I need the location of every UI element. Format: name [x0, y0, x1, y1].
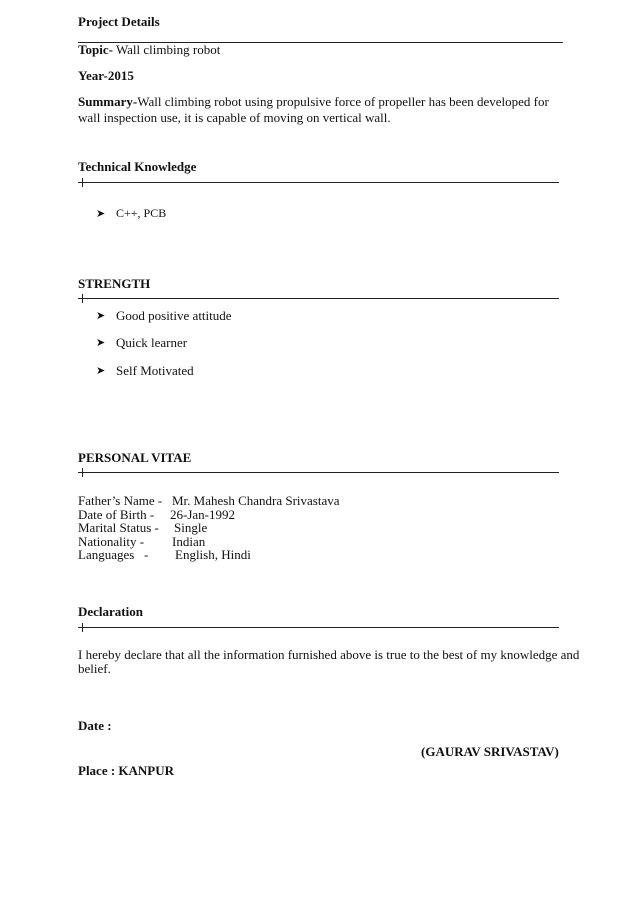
summary-text-1: Wall climbing robot using propulsive force of propeller has been developed for [137, 94, 549, 109]
arrow-bullet-icon: ➤ [96, 337, 106, 349]
arrow-bullet-icon: ➤ [96, 365, 106, 377]
languages-label: Languages - [78, 547, 149, 562]
divider-personal [78, 472, 559, 473]
topic-label: Topic- [78, 42, 113, 57]
father-name-value: Mr. Mahesh Chandra Srivastava [172, 493, 340, 508]
nationality-label: Nationality - [78, 534, 145, 549]
arrow-bullet-icon: ➤ [96, 208, 106, 220]
strength-item-1: Quick learner [116, 335, 188, 350]
marital-status-value: Single [174, 520, 208, 535]
project-year: Year-2015 [78, 68, 134, 83]
topic-line [78, 42, 220, 58]
divider-strength [78, 298, 559, 299]
nationality-value: Indian [172, 534, 206, 549]
declaration-line-1: I hereby declare that all the information furnished above is true to the best of my knowledge and [78, 647, 580, 662]
strength-heading: STRENGTH [78, 276, 151, 291]
personal-heading: PERSONAL VITAE [78, 450, 192, 465]
dob-value: 26-Jan-1992 [170, 507, 235, 522]
summary-line-1 [78, 94, 549, 110]
father-name-label: Father’s Name - [78, 493, 163, 508]
technical-item-0: C++, PCB [116, 206, 167, 220]
summary-line-2: wall inspection use, it is capable of moving on vertical wall. [78, 110, 391, 125]
technical-heading: Technical Knowledge [78, 159, 197, 174]
dob-label: Date of Birth - [78, 507, 155, 522]
marital-status-label: Marital Status - [78, 520, 159, 535]
divider-marker [82, 623, 83, 632]
summary-label: Summary- [78, 94, 138, 109]
place-label: Place : KANPUR [78, 763, 175, 778]
divider-marker [82, 178, 83, 187]
strength-item-2: Self Motivated [116, 363, 194, 378]
languages-value: English, Hindi [175, 547, 251, 562]
signature-name: (GAURAV SRIVASTAV) [421, 744, 559, 759]
project-heading: Project Details [78, 14, 160, 29]
declaration-heading: Declaration [78, 604, 143, 619]
strength-item-0: Good positive attitude [116, 308, 232, 323]
date-label: Date : [78, 718, 112, 733]
divider-marker [82, 468, 83, 477]
declaration-line-2: belief. [78, 661, 111, 676]
divider-marker [82, 294, 83, 303]
topic-value: Wall climbing robot [115, 42, 221, 57]
arrow-bullet-icon: ➤ [96, 310, 106, 322]
divider-technical [78, 182, 559, 183]
divider-declaration [78, 627, 559, 628]
